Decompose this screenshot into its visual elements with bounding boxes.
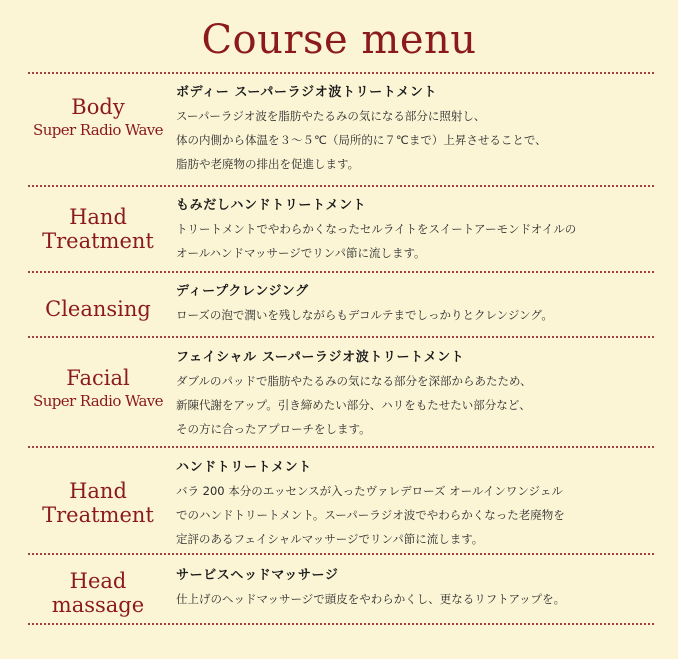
description-line: バラ 200 本分のエッセンスが入ったヴァレデローズ オールインワンジェル <box>176 484 563 498</box>
course-label-line1: Cleansing <box>45 297 151 321</box>
course-heading: ディープクレンジング <box>176 284 309 299</box>
divider <box>28 72 654 74</box>
divider <box>28 553 654 555</box>
description-line: 新陳代謝をアップ。引き締めたい部分、ハリをもたせたい部分など、 <box>176 398 531 412</box>
course-label-line1: Hand <box>69 479 127 503</box>
course-label <box>28 205 168 253</box>
course-heading: フェイシャル スーパーラジオ波トリートメント <box>176 350 465 365</box>
divider <box>28 336 654 338</box>
course-label-line1: Body <box>71 95 125 119</box>
course-description <box>176 217 654 265</box>
divider <box>28 185 654 187</box>
course-label-line2: Treatment <box>42 229 154 253</box>
course-label <box>28 569 168 617</box>
divider <box>28 271 654 273</box>
description-line: 脂肪や老廃物の排出を促進します。 <box>176 157 360 171</box>
description-line: その方に合ったアプローチをします。 <box>176 422 371 436</box>
description-line: 定評のあるフェイシャルマッサージでリンパ節に流します。 <box>176 532 484 546</box>
description-line: 体の内側から体温を３～５℃（局所的に７℃まで）上昇させることで、 <box>176 133 547 147</box>
course-label-line2: massage <box>51 593 145 617</box>
description-line: ローズの泡で潤いを残しながらもデコルテまでしっかりとクレンジング。 <box>176 308 553 322</box>
course-content <box>176 567 654 611</box>
course-label-line1: Head <box>69 569 127 593</box>
course-description <box>176 303 654 327</box>
course-label-line1: Hand <box>69 205 127 229</box>
description-line: スーパーラジオ波を脂肪やたるみの気になる部分に照射し、 <box>176 109 486 123</box>
course-heading: もみだしハンドトリートメント <box>176 198 367 213</box>
course-label-line2: Treatment <box>42 503 154 527</box>
course-label-line2: Super Radio Wave <box>33 121 163 139</box>
course-content <box>176 459 654 551</box>
course-label <box>28 94 168 140</box>
description-line: でのハンドトリートメント。スーパーラジオ波でやわらかくなった老廃物を <box>176 508 565 522</box>
course-content <box>176 283 654 327</box>
course-content <box>176 84 654 176</box>
course-content <box>176 349 654 441</box>
course-description <box>176 104 654 176</box>
divider <box>28 623 654 625</box>
course-label <box>28 479 168 527</box>
course-heading: サービスヘッドマッサージ <box>176 568 339 583</box>
description-line: 仕上げのヘッドマッサージで頭皮をやわらかくし、更なるリフトアップを。 <box>176 592 566 606</box>
course-heading: ハンドトリートメント <box>176 460 312 475</box>
course-label-line2: Super Radio Wave <box>33 392 163 410</box>
course-description <box>176 479 654 551</box>
description-line: ダブルのパッドで脂肪やたるみの気になる部分を深部からあたため、 <box>176 374 532 388</box>
course-description <box>176 587 654 611</box>
page-title: Course menu <box>201 17 477 63</box>
course-description <box>176 369 654 441</box>
course-content <box>176 197 654 265</box>
course-label <box>28 297 168 321</box>
course-heading: ボディー スーパーラジオ波トリートメント <box>176 85 438 100</box>
course-label <box>28 365 168 411</box>
divider <box>28 446 654 448</box>
description-line: オールハンドマッサージでリンパ節に流します。 <box>176 246 426 260</box>
course-label-line1: Facial <box>66 366 130 390</box>
description-line: トリートメントでやわらかくなったセルライトをスイートアーモンドオイルの <box>176 222 577 236</box>
